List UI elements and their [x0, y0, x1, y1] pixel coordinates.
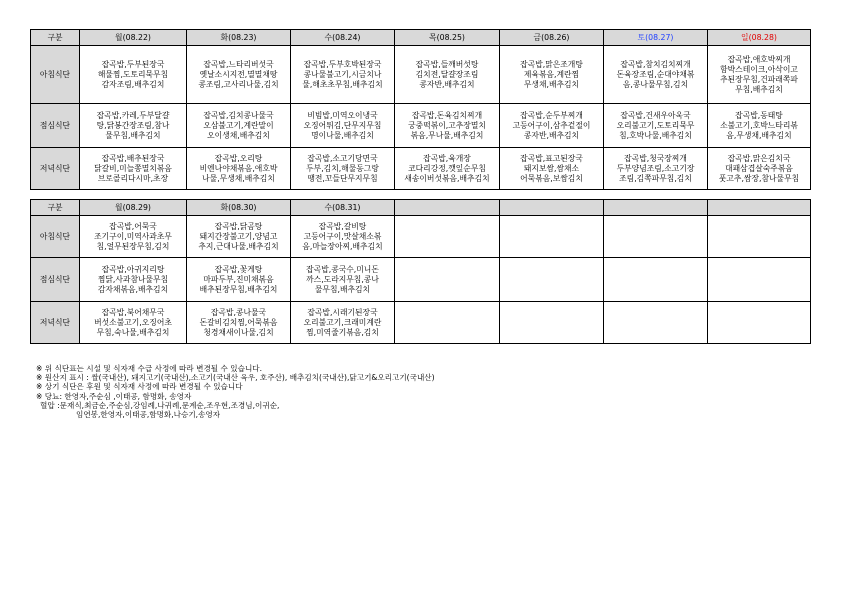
menu-item-line: 잡곡밥,맑은김치국: [727, 153, 791, 163]
note-line: ※ 원산지 표시 : 쌀(국내산), 돼지고기(국내산),소고기(국내산 육우, 호주산), 배추김치(국내산),닭고기&오리고기(국내산): [36, 373, 435, 383]
menu-item-line: 잡곡밥,김치콩나물국: [203, 110, 274, 120]
menu-cell: [291, 302, 395, 344]
menu-item-line: 잡곡밥,닭곰탕: [214, 221, 263, 231]
day-header: [500, 200, 604, 216]
menu-cell: [291, 216, 395, 258]
day-header: 목(08.25): [395, 30, 500, 46]
menu-item-line: 잡곡밥,맑은조개탕: [520, 59, 583, 69]
menu-item-line: 잡곡밥,들깨버섯탕: [415, 59, 479, 69]
empty-cell: [708, 216, 811, 258]
menu-item-line: 돈육장조림,순대야채볶: [616, 69, 695, 79]
menu-cell: [80, 302, 187, 344]
meal-label: 점심식단: [31, 258, 80, 302]
menu-cell: [395, 104, 500, 148]
menu-cell: [187, 104, 291, 148]
empty-cell: [395, 302, 500, 344]
note-line: ※ 상기 식단은 후원 및 식자재 사정에 따라 변경될 수 있습니다: [36, 382, 243, 392]
menu-item-line: 닭갈비,미늘쫑멸치볶음: [94, 163, 172, 173]
menu-cell: [604, 148, 708, 190]
menu-item-line: 무침,숙나물,배추김치: [96, 327, 170, 337]
menu-item-line: 잡곡밥,오리탕: [214, 153, 263, 163]
menu-item-line: 옛날소시지전,멸멸채땅: [199, 69, 278, 79]
menu-cell: [708, 148, 811, 190]
menu-cell: [187, 148, 291, 190]
menu-item-line: 코다리강정,깻잎순무침: [408, 163, 486, 173]
menu-cell: [80, 104, 187, 148]
menu-item-line: 물무침,배추김치: [314, 284, 371, 294]
menu-item-line: 감자조림,배추김치: [101, 79, 165, 89]
menu-item-line: 콩나물불고기,시금치나: [303, 69, 382, 79]
menu-cell: [500, 148, 604, 190]
menu-item-line: 잡곡밥,시래기된장국: [307, 307, 378, 317]
meal-label: 아침식단: [31, 46, 80, 104]
menu-item-line: 청경채새이나물,김치: [203, 327, 274, 337]
menu-cell: [187, 46, 291, 104]
meal-row: [31, 148, 811, 190]
weekly-menu-table-1: [30, 29, 811, 190]
menu-item-line: 잡곡밥,두부된장국: [101, 59, 165, 69]
menu-cell: [604, 46, 708, 104]
menu-item-line: 잡곡밥,순두부찌개: [520, 110, 583, 120]
menu-item-line: 명이나물,배추김치: [311, 130, 374, 140]
empty-cell: [708, 258, 811, 302]
menu-cell: [395, 148, 500, 190]
day-header: 금(08.26): [500, 30, 604, 46]
menu-item-line: 침,얼무된장무침,김치: [96, 241, 170, 251]
menu-item-line: 비엔나야채볶음,애호박: [199, 163, 278, 173]
menu-item-line: 까스,도라지무침,콩나: [306, 274, 379, 284]
note-line: ※ 위 식단표는 시설 및 식자재 수급 사정에 따라 변경될 수 있습니다.: [36, 364, 263, 373]
menu-cell: [291, 46, 395, 104]
menu-item-line: 오리불고기,도토리묵무: [616, 120, 695, 130]
menu-cell: [500, 46, 604, 104]
menu-item-line: 잡곡밥,갈비탕: [318, 221, 367, 231]
menu-item-line: 브로콜리다시마,초장: [97, 173, 169, 183]
menu-cell: [291, 258, 395, 302]
day-header-sunday: 일(08.28): [708, 30, 811, 46]
menu-item-line: 물,해초초무침,배추김치: [302, 79, 383, 89]
menu-item-line: 음,무생채,배추김치: [726, 130, 792, 140]
menu-item-line: 김치전,달걀장조림: [415, 69, 479, 79]
empty-cell: [500, 302, 604, 344]
menu-item-line: 제육볶음,계란찜: [523, 69, 580, 79]
menu-item-line: 잡곡밥,청국장찌개: [624, 153, 687, 163]
category-header: 구분: [31, 200, 80, 216]
menu-item-line: 두부,김치,해물동그랑: [306, 163, 379, 173]
menu-item-line: 무생채,배추김치: [523, 79, 580, 89]
menu-cell: [80, 46, 187, 104]
menu-cell: [500, 104, 604, 148]
meal-row: [31, 46, 811, 104]
menu-item-line: 두부양념조림,소고기장: [616, 163, 695, 173]
menu-item-line: 잡곡밥,콩나물국: [210, 307, 267, 317]
menu-item-line: 잡곡밥,소고기당면국: [307, 153, 378, 163]
menu-item-line: 물무침,배추김치: [105, 130, 161, 140]
menu-cell: [187, 302, 291, 344]
menu-item-line: 새송이버섯볶음,배추김치: [404, 173, 490, 183]
category-header: 구분: [31, 30, 80, 46]
menu-item-line: 추지,근대나물,배추김치: [198, 241, 279, 251]
menu-item-line: 고등어구이,맛살채소볶: [303, 231, 382, 241]
menu-item-line: 감자채볶음,배추김치: [97, 284, 169, 294]
menu-item-line: 함박스테이크,아삭이고: [720, 64, 798, 74]
day-header: 월(08.29): [80, 200, 187, 216]
day-header: [395, 200, 500, 216]
menu-item-line: 잡곡밥,참치김치찌개: [620, 59, 691, 69]
empty-cell: [604, 302, 708, 344]
menu-item-line: 잡곡밥,느타리버섯국: [203, 59, 274, 69]
menu-item-line: 추된장무침,건파래쪽파: [720, 74, 798, 84]
meal-label: 아침식단: [31, 216, 80, 258]
menu-cell: [395, 46, 500, 104]
menu-item-line: 잡곡밥,돈육김치찌개: [411, 110, 483, 120]
day-header: 화(08.30): [187, 200, 291, 216]
menu-item-line: 조림,김쪽파무침,김치: [619, 173, 692, 183]
menu-item-line: 잡곡밥,북어채무국: [101, 307, 165, 317]
day-header: 월(08.22): [80, 30, 187, 46]
menu-cell: [80, 258, 187, 302]
menu-cell: [604, 104, 708, 148]
empty-cell: [395, 216, 500, 258]
empty-cell: [500, 216, 604, 258]
note-line: ※ 당뇨: 한영자,주순심 ,이태공, 함명화, 송영자: [36, 391, 192, 401]
menu-item-line: 잡곡밥,배추된장국: [101, 153, 165, 163]
menu-item-line: 오이생채,배추김치: [207, 130, 270, 140]
menu-item-line: 오징어튀김,단무지무침: [303, 120, 382, 130]
menu-item-line: 무침,배추김치: [735, 84, 783, 94]
special-diet-names-cont: 임연봉,한영자,이태공,함명화,나승기,송영자: [76, 410, 221, 420]
meal-row: [31, 302, 811, 344]
menu-item-line: 풋고추,쌈장,참나물무침: [718, 173, 800, 183]
empty-cell: [395, 258, 500, 302]
table-header-row: [31, 30, 811, 46]
menu-item-line: 잡곡밥,애호박찌개: [727, 54, 791, 64]
menu-item-line: 잡곡밥,건새우아욱국: [620, 110, 691, 120]
menu-cell: [708, 104, 811, 148]
menu-item-line: 땡전,꼬들단무지무침: [307, 173, 378, 183]
menu-item-line: 돼지보쌈,쌈채소: [523, 163, 580, 173]
menu-item-line: 잡곡밥,육개장: [423, 153, 471, 163]
menu-item-line: 잡곡밥,동태탕: [735, 110, 783, 120]
menu-item-line: 돼지간장불고기,양념고: [199, 231, 278, 241]
menu-item-line: 잡곡밥,카레,두부달걀: [96, 110, 170, 120]
menu-item-line: 소불고기,호박느타리볶: [720, 120, 798, 130]
menu-item-line: 탕,닭봉간장조림,참나: [96, 120, 170, 130]
notes-section: [36, 364, 435, 419]
meal-row: [31, 258, 811, 302]
meal-label: 점심식단: [31, 104, 80, 148]
empty-cell: [604, 258, 708, 302]
menu-item-line: 고등어구이,삼추겉절이: [512, 120, 591, 130]
meal-row: [31, 104, 811, 148]
menu-item-line: 콩자반,배추김치: [523, 130, 580, 140]
meal-row: [31, 216, 811, 258]
menu-item-line: 해물찜,도토리묵무침: [97, 69, 169, 79]
menu-item-line: 찜,미역줄기볶음,김치: [306, 327, 379, 337]
menu-item-line: 콩자반,배추김치: [419, 79, 475, 89]
menu-item-line: 찜닭,사과참나물무침: [97, 274, 169, 284]
menu-item-line: 음,마늘장아찌,배추김치: [302, 241, 383, 251]
meal-label: 저녁식단: [31, 302, 80, 344]
menu-item-line: 궁중떡볶이,고추장멸치: [408, 120, 486, 130]
menu-cell: [187, 258, 291, 302]
menu-item-line: 콩조림,고사리나물,김치: [198, 79, 279, 89]
menu-item-line: 배추된장무침,배추김치: [199, 284, 278, 294]
special-diet-label: 혈압 :: [40, 400, 60, 410]
menu-item-line: 음,콩나물무침,김치: [622, 79, 689, 89]
weekly-menu-table-2: [30, 199, 811, 344]
menu-item-line: 어묵볶음,보쌈김치: [520, 173, 583, 183]
empty-cell: [604, 216, 708, 258]
day-header: [708, 200, 811, 216]
day-header-saturday: 토(08.27): [604, 30, 708, 46]
table-header-row: [31, 200, 811, 216]
menu-item-line: 잡곡밥,두부호박된장국: [303, 59, 382, 69]
menu-cell: [291, 104, 395, 148]
day-header: 수(08.24): [291, 30, 395, 46]
menu-item-line: 잡곡밥,표고된장국: [520, 153, 583, 163]
menu-item-line: 볶음,무나물,배추김치: [410, 130, 484, 140]
empty-cell: [500, 258, 604, 302]
menu-item-line: 잡곡밥,콩국수,미니돈: [306, 264, 379, 274]
meal-label: 저녁식단: [31, 148, 80, 190]
menu-item-line: 오삼불고기,계란말이: [203, 120, 274, 130]
menu-cell: [80, 216, 187, 258]
menu-item-line: 비빔밥,미역오이냉국: [307, 110, 378, 120]
menu-item-line: 조기구이,미역사과초무: [94, 231, 172, 241]
menu-item-line: 버섯소불고기,오징어초: [94, 317, 172, 327]
menu-cell: [708, 46, 811, 104]
menu-item-line: 잡곡밥,어묵국: [109, 221, 157, 231]
menu-item-line: 돈갈비김치찜,어묵볶음: [199, 317, 278, 327]
day-header: [604, 200, 708, 216]
special-diet-names: 문재식,최금순,주순심,강임례,나귀례,문계순,조우현,조경님,이귀순,: [59, 400, 280, 410]
menu-item-line: 대패삼겹살숙주볶음: [725, 163, 793, 173]
empty-cell: [708, 302, 811, 344]
menu-item-line: 침,호박나물,배추김치: [619, 130, 692, 140]
menu-item-line: 잡곡밥,꽃게탕: [214, 264, 263, 274]
menu-item-line: 오리불고기,크래미계란: [303, 317, 382, 327]
menu-cell: [291, 148, 395, 190]
menu-item-line: 잡곡밥,아귀지리탕: [101, 264, 165, 274]
menu-cell: [187, 216, 291, 258]
day-header: 수(08.31): [291, 200, 395, 216]
day-header: 화(08.23): [187, 30, 291, 46]
special-diet-line: [36, 401, 435, 410]
menu-item-line: 나물,무생채,배추김치: [202, 173, 275, 183]
menu-cell: [80, 148, 187, 190]
menu-item-line: 마파두부,진미채볶음: [203, 274, 274, 284]
